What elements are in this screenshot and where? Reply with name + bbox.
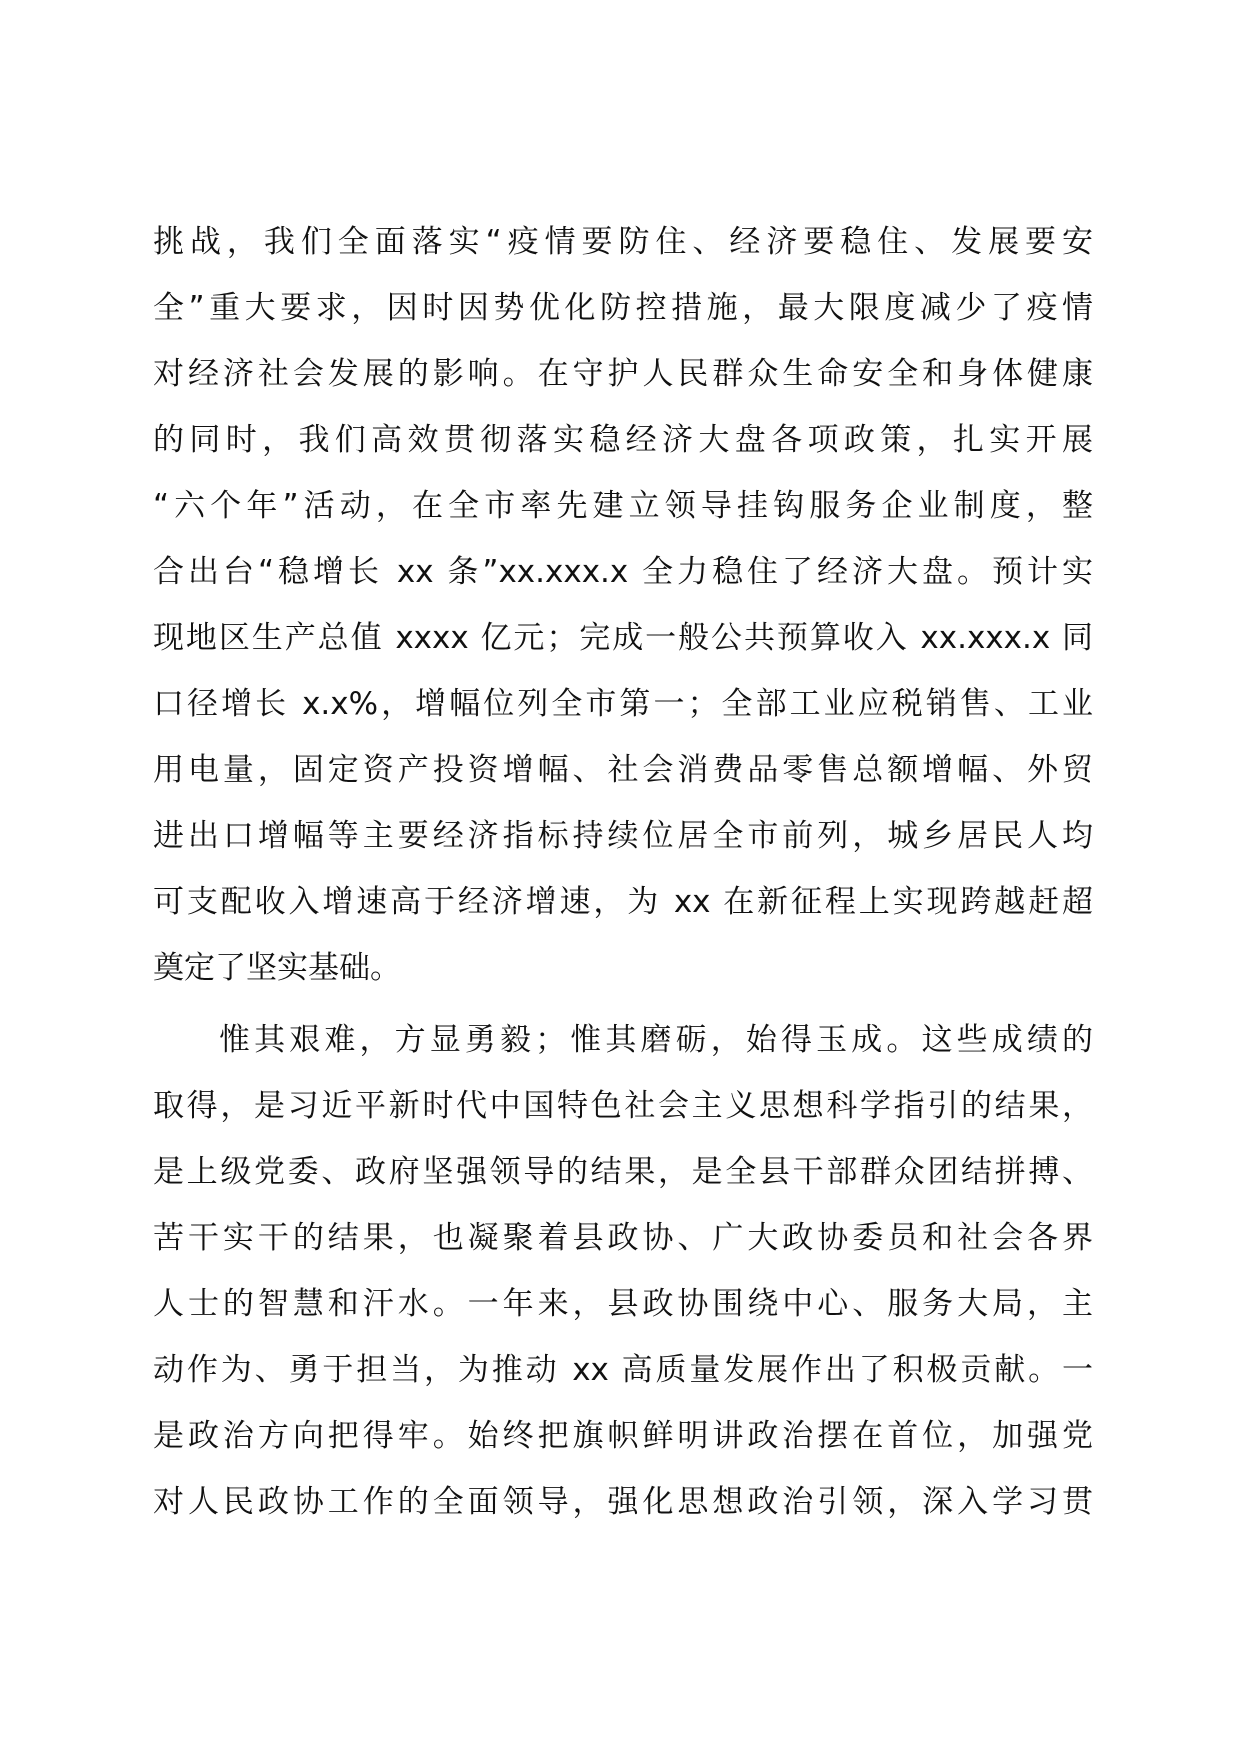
text-line: 人士的智慧和汗水。一年来，县政协围绕中心、服务大局，主 <box>153 1286 1093 1322</box>
text-line: 用电量，固定资产投资增幅、社会消费品零售总额增幅、外贸 <box>153 752 1093 788</box>
text-line: 对人民政协工作的全面领导，强化思想政治引领，深入学习贯 <box>153 1484 1093 1520</box>
text-line: 合出台“稳增长 xx 条”xx.xxx.x 全力稳住了经济大盘。预计实 <box>153 554 1093 590</box>
text-line: 可支配收入增速高于经济增速，为 xx 在新征程上实现跨越赶超 <box>153 884 1093 920</box>
text-line: 全”重大要求，因时因势优化防控措施，最大限度减少了疫情 <box>153 290 1093 326</box>
text-line: 的同时，我们高效贯彻落实稳经济大盘各项政策，扎实开展 <box>153 422 1093 458</box>
text-line: 是上级党委、政府坚强领导的结果，是全县干部群众团结拼搏、 <box>153 1154 1093 1190</box>
text-line: 挑战，我们全面落实“疫情要防住、经济要稳住、发展要安 <box>153 224 1093 260</box>
text-line: 动作为、勇于担当，为推动 xx 高质量发展作出了积极贡献。一 <box>153 1352 1093 1388</box>
text-line: 进出口增幅等主要经济指标持续位居全市前列，城乡居民人均 <box>153 818 1093 854</box>
text-line: “六个年”活动，在全市率先建立领导挂钩服务企业制度，整 <box>153 488 1093 524</box>
text-line: 是政治方向把得牢。始终把旗帜鲜明讲政治摆在首位，加强党 <box>153 1418 1093 1454</box>
text-line: 口径增长 x.x%，增幅位列全市第一；全部工业应税销售、工业 <box>153 686 1093 722</box>
text-line: 对经济社会发展的影响。在守护人民群众生命安全和身体健康 <box>153 356 1093 392</box>
text-line: 取得，是习近平新时代中国特色社会主义思想科学指引的结果， <box>153 1088 1093 1124</box>
body-text <box>153 209 1093 1535</box>
text-line: 苦干实干的结果，也凝聚着县政协、广大政协委员和社会各界 <box>153 1220 1093 1256</box>
text-line: 惟其艰难，方显勇毅；惟其磨砺，始得玉成。这些成绩的 <box>219 1022 1093 1058</box>
text-line: 现地区生产总值 xxxx 亿元；完成一般公共预算收入 xx.xxx.x 同 <box>153 620 1093 656</box>
paragraph <box>153 1007 1093 1535</box>
paragraph <box>153 209 1093 1001</box>
text-line: 奠定了坚实基础。 <box>153 950 401 986</box>
